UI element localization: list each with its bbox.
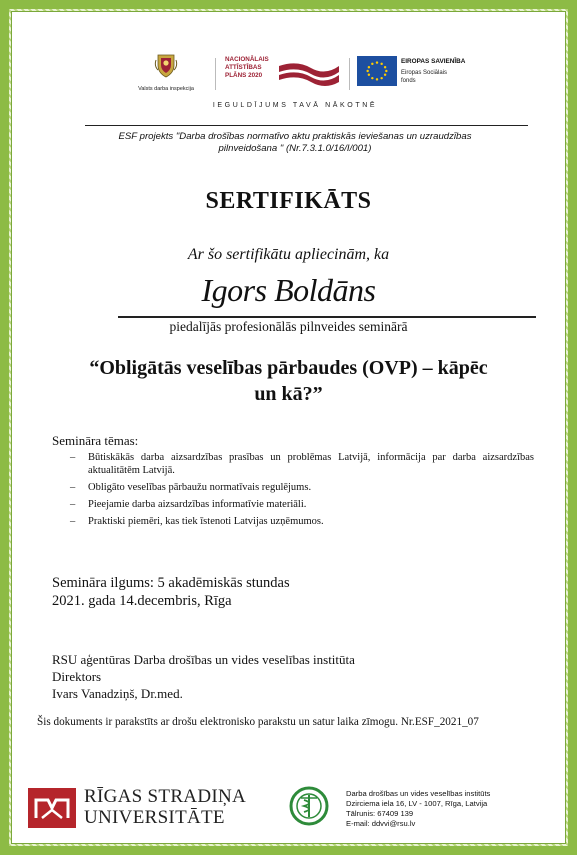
rsu-logo-icon: [28, 788, 76, 828]
project-description: [90, 131, 500, 155]
certificate-title: SERTIFIKĀTS: [205, 188, 372, 214]
list-item: [70, 499, 534, 512]
eu-line: Eiropas Sociālais: [401, 70, 448, 76]
participation-text: piedalījās profesionālās pilnveides seminārā: [169, 319, 408, 334]
caduceus-icon: [289, 786, 329, 826]
vdi-label: Valsts darba inspekcija: [138, 86, 194, 92]
topics-heading: Semināra tēmas:: [52, 433, 139, 448]
institute-address: Dzirciema iela 16, LV - 1007, Rīga, Latvija: [346, 799, 488, 808]
institute-email: E-mail: ddvvi@rsu.lv: [346, 819, 416, 828]
nap-line: ATTĪSTĪBAS: [225, 64, 262, 71]
signer-org: RSU aģentūras Darba drošības un vides veselības institūta: [52, 652, 355, 667]
dash-bullet: –: [70, 498, 76, 510]
dash-bullet: –: [70, 452, 76, 463]
topic-text: Obligāto veselības pārbaužu normatīvais regulējums.: [88, 481, 312, 493]
logo-separator: [215, 58, 216, 90]
header-rule: [85, 125, 528, 126]
project-line: pilnveidošana " (Nr.7.3.1.0/16/I/001): [218, 143, 372, 154]
institute-contact: [346, 789, 490, 829]
recipient-name: Igors Boldāns: [201, 272, 376, 308]
eu-logo-text: [401, 58, 481, 85]
rsu-name-line: UNIVERSITĀTE: [84, 807, 225, 828]
topics-list: [70, 452, 534, 533]
eu-line: EIROPAS SAVIENĪBA: [401, 58, 466, 65]
dash-bullet: –: [70, 481, 76, 493]
nap-line: PLĀNS 2020: [225, 72, 263, 79]
nap-line: NACIONĀLAIS: [225, 56, 269, 63]
name-underline: [118, 316, 536, 318]
rsu-name-line: RĪGAS STRADIŅA: [84, 786, 247, 807]
seminar-title-line: “Obligātās veselības pārbaudes (OVP) – kāpēc: [89, 357, 488, 379]
nap-logo-text: [225, 56, 285, 96]
topic-text: Būtiskākās darba aizsardzības prasības un problēmas Latvijā, informācija par darba aizsardzības aktualitātēm Latvijā.: [88, 452, 534, 476]
list-item: [70, 482, 534, 495]
seminar-details: [52, 574, 290, 610]
latvian-flag-icon: [277, 58, 341, 86]
project-line: ESF projekts "Darba drošības normatīvo aktu praktiskās ieviešanas un uzraudzības: [118, 131, 472, 142]
signer-position: Direktors: [52, 669, 102, 684]
e-signature-note: Šis dokuments ir parakstīts ar drošu elektronisko parakstu un satur laika zīmogu. Nr.ESF_2021_07: [37, 716, 479, 728]
motto: IEGULDĪJUMS TAVĀ NĀKOTNĒ: [212, 102, 378, 109]
signer-name: Ivars Vanadziņš, Dr.med.: [52, 686, 183, 701]
eu-line: fonds: [401, 78, 416, 84]
logo-separator: [349, 58, 350, 90]
topic-text: Pieejamie darba aizsardzības informatīvie materiāli.: [88, 498, 307, 510]
topic-text: Praktiski piemēri, kas tiek īstenoti Latvijas uzņēmumos.: [88, 515, 324, 527]
seminar-duration: Semināra ilgums: 5 akadēmiskās stundas: [52, 575, 290, 591]
dash-bullet: –: [70, 515, 76, 527]
institute-phone: Tālrunis: 67409 139: [346, 809, 414, 818]
seminar-title-line: un kā?”: [254, 383, 323, 405]
vdi-logo: [135, 52, 197, 98]
signer-block: [52, 651, 355, 702]
coat-of-arms-icon: [154, 52, 178, 78]
institute-name: Darba drošības un vides veselības institūts: [346, 789, 491, 798]
eu-flag-icon: [357, 56, 397, 86]
seminar-date: 2021. gada 14.decembris, Rīga: [52, 593, 232, 609]
list-item: [70, 452, 534, 477]
logo-strip: [135, 52, 475, 100]
seminar-title: [60, 355, 517, 407]
rsu-name: [84, 786, 246, 828]
list-item: [70, 516, 534, 529]
intro-text: Ar šo sertifikātu apliecinām, ka: [187, 246, 390, 263]
